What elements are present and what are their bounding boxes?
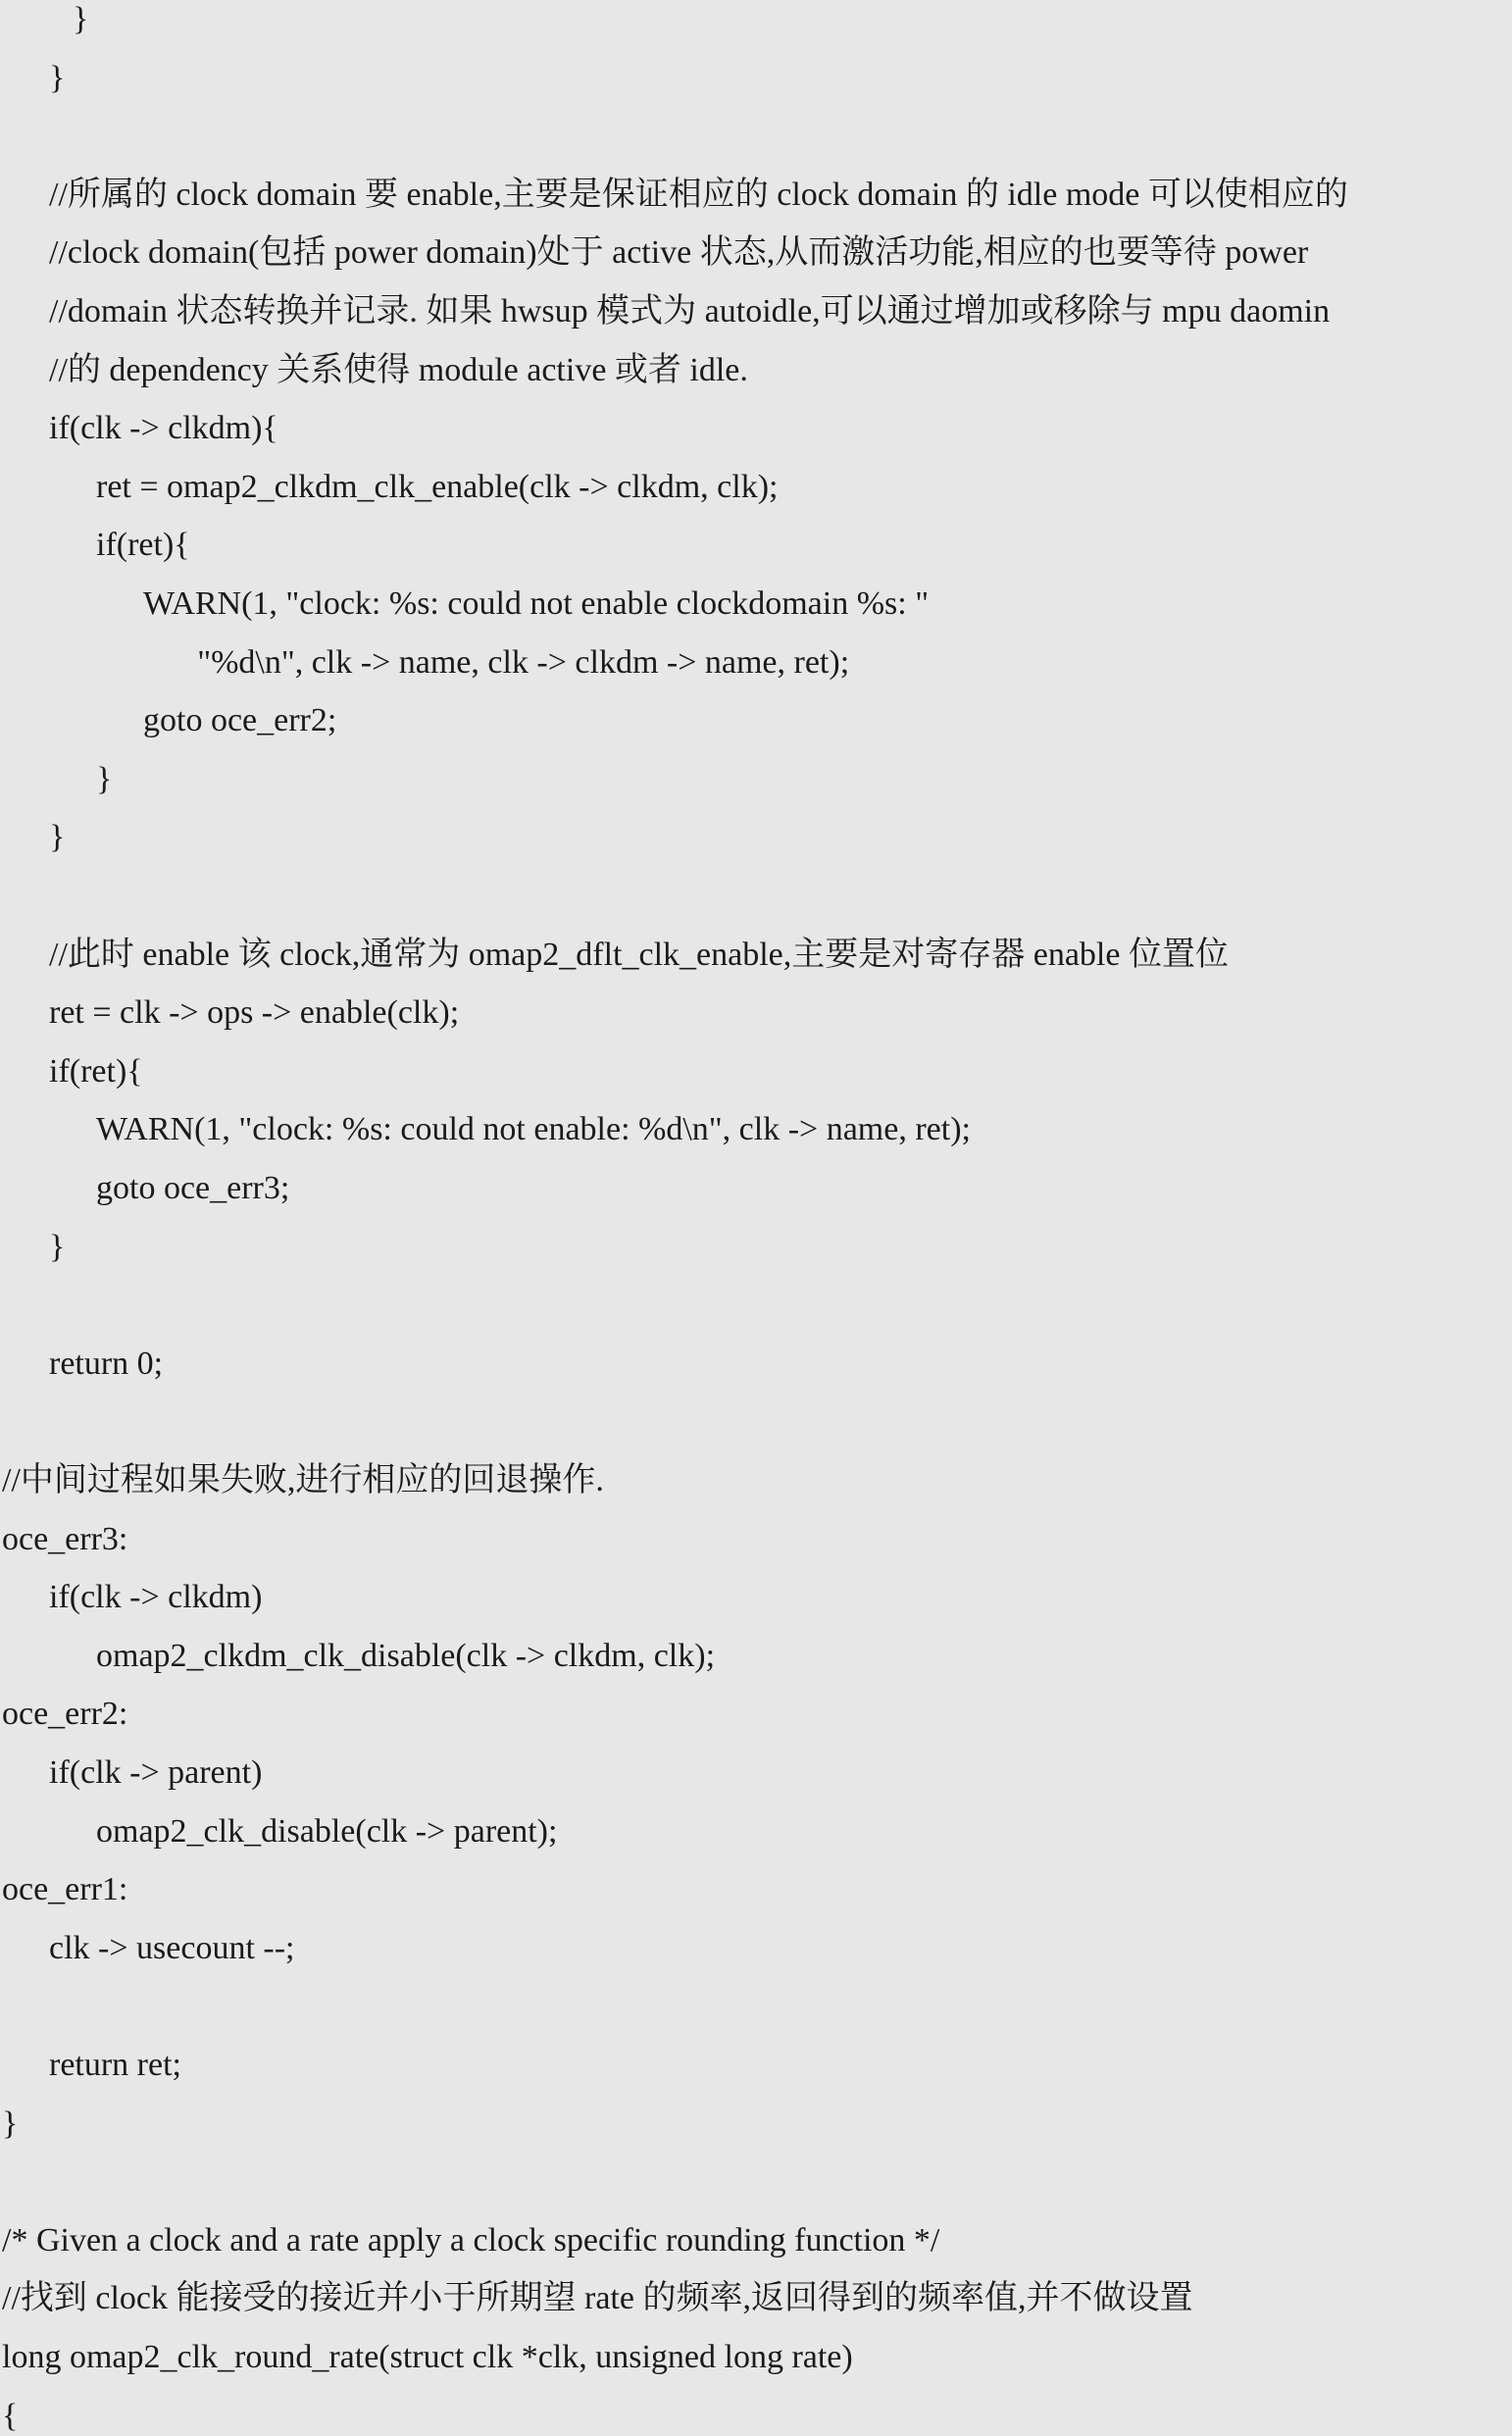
code-line: clk -> usecount --; (49, 1929, 295, 1966)
code-line: if(ret){ (49, 1052, 143, 1090)
code-line: } (49, 59, 66, 96)
code-line: WARN(1, "clock: %s: could not enable clockdomain %s: " (143, 585, 930, 622)
code-line: if(clk -> clkdm){ (49, 410, 278, 447)
code-line: long omap2_clk_round_rate(struct clk *clk, unsigned long rate) (2, 2339, 853, 2375)
code-line: omap2_clk_disable(clk -> parent); (96, 1812, 558, 1850)
code-line: return ret; (49, 2047, 181, 2083)
code-line: "%d\n", clk -> name, clk -> clkdm -> name, ret); (197, 643, 850, 681)
code-line: omap2_clkdm_clk_disable(clk -> clkdm, clk); (96, 1637, 716, 1674)
code-line: } (49, 819, 66, 856)
code-line: } (49, 1228, 66, 1265)
code-line: goto oce_err3; (96, 1170, 290, 1206)
code-line: //domain 状态转换并记录. 如果 hwsup 模式为 autoidle,可以通过增加或移除与 mpu daomin (49, 293, 1331, 330)
code-line: oce_err1: (2, 1871, 128, 1908)
code-line: //找到 clock 能接受的接近并小于所期望 rate 的频率,返回得到的频率值,并不做设置 (2, 2280, 1193, 2317)
code-line: if(clk -> clkdm) (49, 1579, 263, 1616)
code-line: ret = omap2_clkdm_clk_enable(clk -> clkdm, clk); (96, 468, 779, 505)
code-line: } (96, 760, 113, 797)
code-line: if(ret){ (96, 527, 190, 564)
code-line: if(clk -> parent) (49, 1754, 263, 1791)
code-line: //的 dependency 关系使得 module active 或者 idle. (49, 351, 748, 388)
code-line: //中间过程如果失败,进行相应的回退操作. (2, 1462, 604, 1498)
code-line: //所属的 clock domain 要 enable,主要是保证相应的 clock domain 的 idle mode 可以使相应的 (49, 176, 1348, 213)
code-line: /* Given a clock and a rate apply a clock specific rounding function */ (2, 2221, 940, 2258)
code-line: ret = clk -> ops -> enable(clk); (49, 994, 460, 1032)
code-line: oce_err2: (2, 1696, 128, 1733)
code-line: oce_err3: (2, 1520, 128, 1557)
code-line: } (73, 1, 89, 37)
code-line: } (2, 2105, 19, 2142)
code-line: return 0; (49, 1345, 164, 1382)
code-line: goto oce_err2; (143, 702, 337, 739)
code-line: { (2, 2397, 19, 2434)
code-line: WARN(1, "clock: %s: could not enable: %d\n", clk -> name, ret); (96, 1111, 971, 1148)
code-line: //clock domain(包括 power domain)处于 active 状态,从而激活功能,相应的也要等待 power (49, 234, 1309, 272)
code-line: //此时 enable 该 clock,通常为 omap2_dflt_clk_enable,主要是对寄存器 enable 位置位 (49, 936, 1229, 973)
